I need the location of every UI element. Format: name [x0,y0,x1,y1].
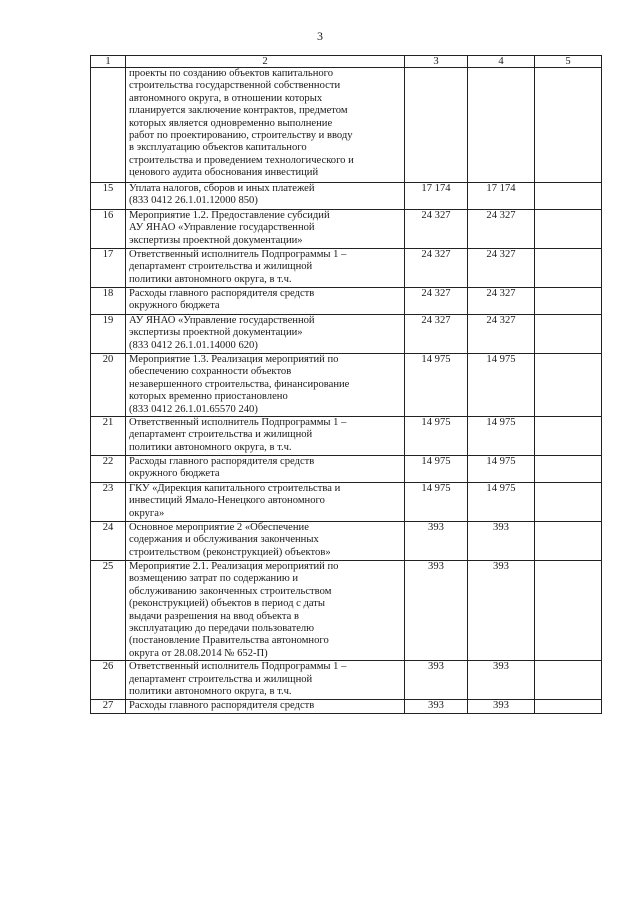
row-value-col4: 393 [468,700,535,714]
table-row [91,456,602,483]
row-value-col4: 24 327 [468,249,535,288]
row-description: ГКУ «Дирекция капитального строительства и инвестиций Ямало-Ненецкого автономного округа» [126,483,405,522]
row-description: Мероприятие 1.2. Предоставление субсидий АУ ЯНАО «Управление государственной экспертизы проектной документации» [126,210,405,249]
row-description: Мероприятие 2.1. Реализация мероприятий по возмещению затрат по содержанию и обслуживанию законченных строительством (реконструкцией) объектов в период с даты выдачи разрешения на ввод объекта в эксплуатацию до передачи пользователю (постановление Правительства автономного округа от 28.08.2014 № 652-П) [126,561,405,661]
table-row [91,183,602,210]
row-number: 21 [91,417,126,456]
row-value-col4: 24 327 [468,315,535,354]
row-number: 27 [91,700,126,714]
row-number: 19 [91,315,126,354]
row-number: 26 [91,661,126,700]
row-number: 23 [91,483,126,522]
table-row [91,68,602,183]
row-value-col3: 14 975 [405,456,468,483]
col-header-3: 3 [405,56,468,68]
budget-table [90,55,602,714]
row-number: 17 [91,249,126,288]
col-header-1: 1 [91,56,126,68]
row-value-col5 [535,354,602,417]
row-description: Ответственный исполнитель Подпрограммы 1 – департамент строительства и жилищной политики автономного округа, в т.ч. [126,661,405,700]
row-value-col4: 14 975 [468,483,535,522]
row-value-col3: 24 327 [405,315,468,354]
table-row [91,210,602,249]
row-description: Уплата налогов, сборов и иных платежей (833 0412 26.1.01.12000 850) [126,183,405,210]
row-number [91,68,126,183]
row-value-col3: 14 975 [405,483,468,522]
row-value-col3: 24 327 [405,249,468,288]
row-description: Расходы главного распорядителя средств окружного бюджета [126,288,405,315]
row-description: Ответственный исполнитель Подпрограммы 1 – департамент строительства и жилищной политики автономного округа, в т.ч. [126,249,405,288]
row-number: 24 [91,522,126,561]
row-description: проекты по созданию объектов капитального строительства государственной собственности автономного округа, в отношении которых планируется заключение контрактов, предметом которых является одновременно выполнение работ по проектированию, строительству и вводу в эксплуатацию объектов капитального строительства и проведением технологического и ценового аудита обоснования инвестиций [126,68,405,183]
table-row [91,522,602,561]
row-number: 20 [91,354,126,417]
row-value-col3: 17 174 [405,183,468,210]
row-value-col3: 14 975 [405,354,468,417]
row-number: 18 [91,288,126,315]
row-value-col4: 14 975 [468,417,535,456]
table-row [91,700,602,714]
row-value-col4: 14 975 [468,456,535,483]
row-value-col5 [535,183,602,210]
table-row [91,561,602,661]
row-value-col5 [535,456,602,483]
row-value-col4: 24 327 [468,210,535,249]
row-value-col4: 393 [468,661,535,700]
table-row [91,249,602,288]
table-header [91,56,602,68]
row-number: 15 [91,183,126,210]
row-number: 25 [91,561,126,661]
header-row [91,56,602,68]
page-number: 3 [317,29,323,43]
row-description: АУ ЯНАО «Управление государственной экспертизы проектной документации» (833 0412 26.1.01.14000 620) [126,315,405,354]
row-number: 22 [91,456,126,483]
row-value-col4: 24 327 [468,288,535,315]
col-header-4: 4 [468,56,535,68]
row-value-col3: 24 327 [405,210,468,249]
table-row [91,354,602,417]
row-value-col3: 393 [405,522,468,561]
row-value-col3: 14 975 [405,417,468,456]
row-value-col5 [535,522,602,561]
row-description: Расходы главного распорядителя средств [126,700,405,714]
table-body [91,68,602,714]
row-value-col3: 393 [405,661,468,700]
row-number: 16 [91,210,126,249]
row-value-col4 [468,68,535,183]
row-value-col5 [535,417,602,456]
row-value-col5 [535,315,602,354]
table-row [91,483,602,522]
row-description: Основное мероприятие 2 «Обеспечение содержания и обслуживания законченных строительством (реконструкцией) объектов» [126,522,405,561]
table-row [91,315,602,354]
row-value-col5 [535,561,602,661]
row-value-col3: 24 327 [405,288,468,315]
row-value-col5 [535,288,602,315]
row-description: Расходы главного распорядителя средств окружного бюджета [126,456,405,483]
row-value-col3: 393 [405,700,468,714]
row-value-col5 [535,210,602,249]
table-row [91,288,602,315]
table-row [91,661,602,700]
row-value-col4: 393 [468,522,535,561]
table-row [91,417,602,456]
row-value-col5 [535,68,602,183]
row-description: Ответственный исполнитель Подпрограммы 1 – департамент строительства и жилищной политики автономного округа, в т.ч. [126,417,405,456]
row-value-col4: 393 [468,561,535,661]
row-value-col4: 17 174 [468,183,535,210]
row-value-col5 [535,661,602,700]
row-value-col5 [535,483,602,522]
row-value-col4: 14 975 [468,354,535,417]
row-value-col3 [405,68,468,183]
row-value-col3: 393 [405,561,468,661]
col-header-5: 5 [535,56,602,68]
col-header-2: 2 [126,56,405,68]
row-value-col5 [535,700,602,714]
row-value-col5 [535,249,602,288]
row-description: Мероприятие 1.3. Реализация мероприятий по обеспечению сохранности объектов незавершенного строительства, финансирование которых временно приостановлено (833 0412 26.1.01.65570 240) [126,354,405,417]
